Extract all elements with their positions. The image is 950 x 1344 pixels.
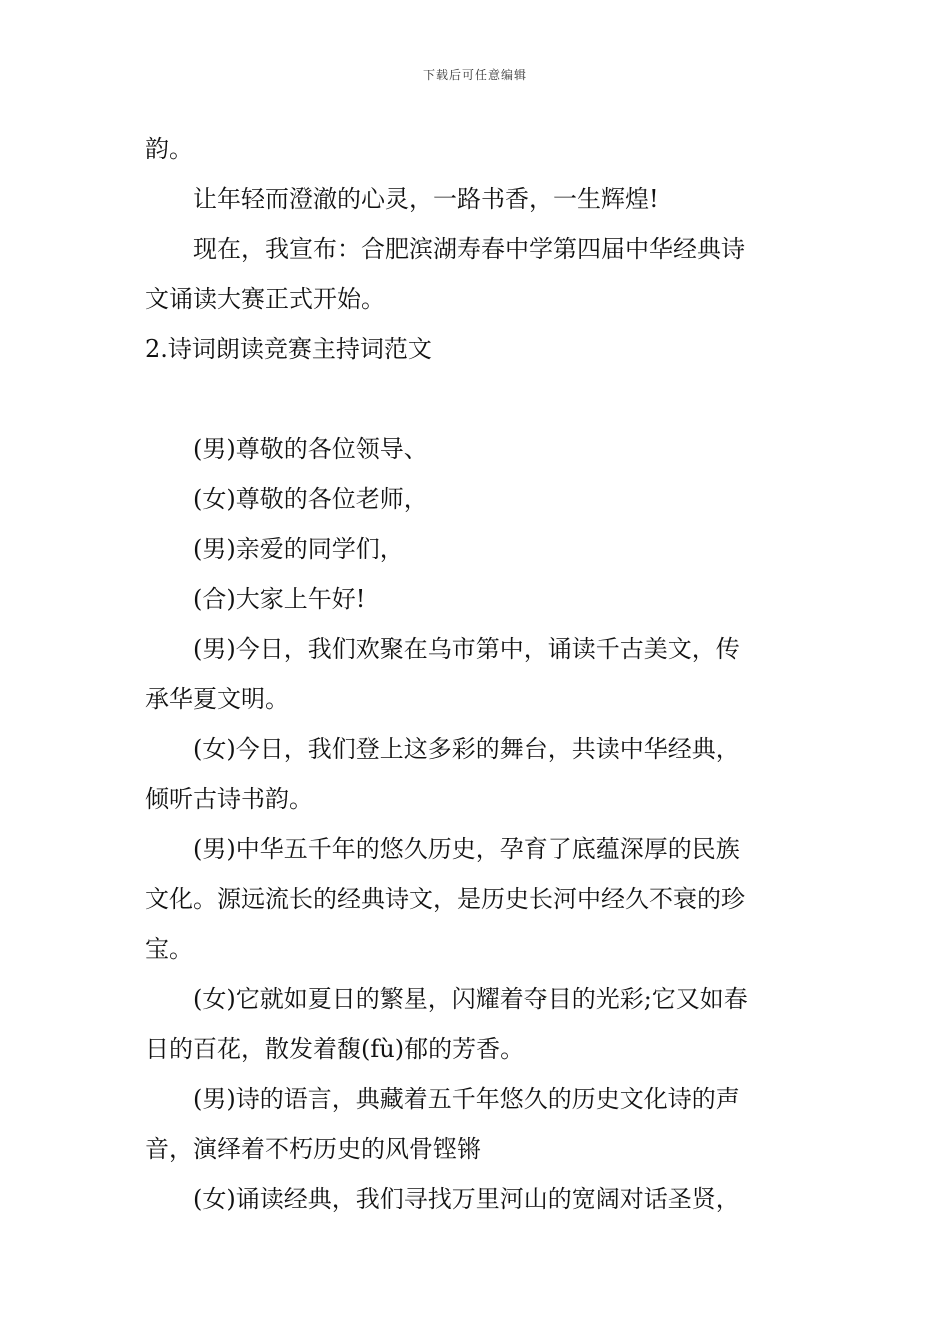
- text-line: 承华夏文明。: [145, 685, 289, 713]
- text-line: 让年轻而澄澈的心灵，一路书香，一生辉煌!: [193, 185, 659, 213]
- text-line: (女)诵读经典，我们寻找万里河山的宽阔对话圣贤，: [193, 1185, 740, 1213]
- text-line: (男)亲爱的同学们，: [193, 535, 404, 563]
- text-line: 宝。: [145, 935, 193, 963]
- text-line: (合)大家上午好!: [193, 585, 366, 613]
- text-line: 音，演绎着不朽历史的风骨铿锵: [145, 1135, 481, 1163]
- text-line: 现在，我宣布：合肥滨湖寿春中学第四届中华经典诗: [193, 235, 745, 263]
- text-line: (男)尊敬的各位领导、: [193, 435, 428, 463]
- text-line: (男)中华五千年的悠久历史，孕育了底蕴深厚的民族: [193, 835, 740, 863]
- text-line: 文诵读大赛正式开始。: [145, 285, 385, 313]
- text-line: (女)今日，我们登上这多彩的舞台，共读中华经典，: [193, 735, 740, 763]
- text-line: 日的百花，散发着馥(fù)郁的芳香。: [145, 1035, 525, 1063]
- text-line: 倾听古诗书韵。: [145, 785, 313, 813]
- text-line: 韵。: [145, 135, 193, 163]
- section-heading: 2.诗词朗读竞赛主持词范文: [145, 335, 432, 363]
- text-line: (男)诗的语言，典藏着五千年悠久的历史文化诗的声: [193, 1085, 740, 1113]
- text-line: (女)尊敬的各位老师，: [193, 485, 428, 513]
- text-line: (女)它就如夏日的繁星，闪耀着夺目的光彩;它又如春: [193, 985, 748, 1013]
- header-note: 下载后可任意编辑: [422, 68, 527, 82]
- text-line: 文化。源远流长的经典诗文，是历史长河中经久不衰的珍: [145, 885, 745, 913]
- text-line: (男)今日，我们欢聚在乌市第中，诵读千古美文，传: [193, 635, 740, 663]
